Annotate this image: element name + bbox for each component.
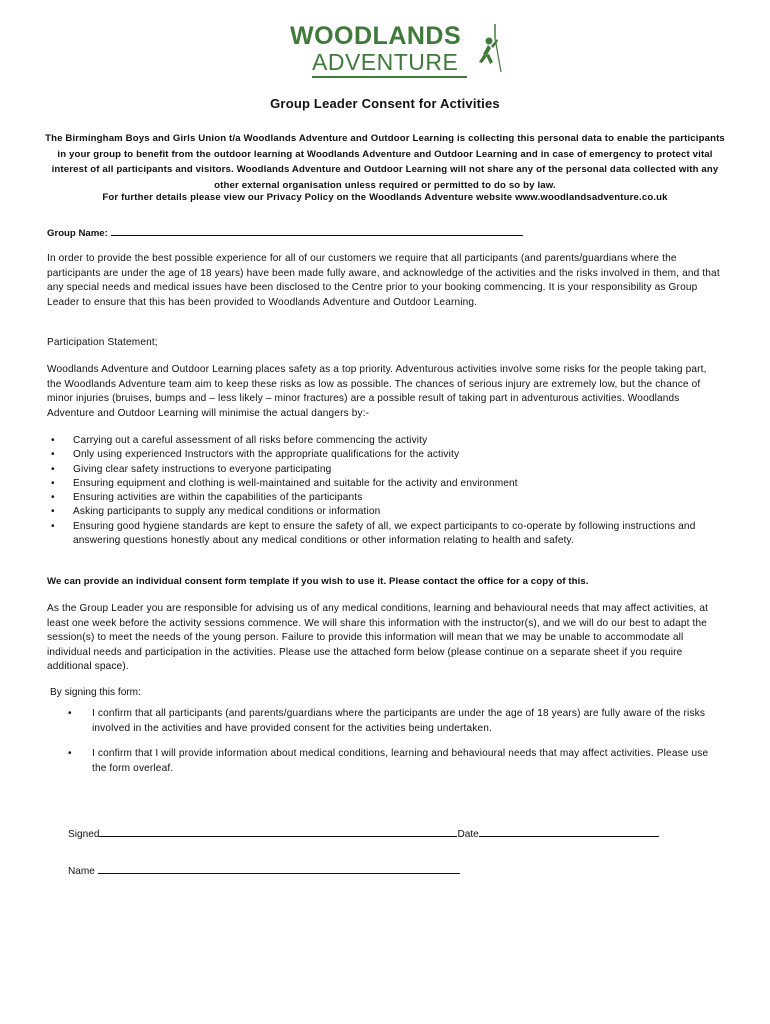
page-title: Group Leader Consent for Activities [270, 96, 500, 111]
logo-underline [312, 76, 467, 78]
signing-intro: By signing this form: [50, 687, 141, 698]
logo-line-1: WOODLANDS [290, 22, 462, 50]
group-name-label: Group Name: [47, 228, 108, 239]
signature-line[interactable] [99, 827, 457, 837]
date-line[interactable] [479, 827, 659, 837]
list-item: • Ensuring equipment and clothing is well-maintained and suitable for the activity and environment [51, 477, 518, 489]
confirmation-item: • I confirm that I will provide information about medical conditions, learning and behavioural needs that may affect activities. Please use the form overleaf. [68, 748, 709, 774]
list-item: • Only using experienced Instructors with the appropriate qualifications for the activity [51, 449, 460, 461]
group-name-line[interactable] [111, 226, 523, 236]
date-label: Date [457, 829, 479, 840]
participation-heading: Participation Statement; [47, 337, 158, 348]
name-line[interactable] [98, 864, 460, 874]
data-protection-intro: The Birmingham Boys and Girls Union t/a Woodlands Adventure and Outdoor Learning is collecting this personal data to enable the participants in your group to benefit from the outdoor learning at Woodlands Adventure and Outdoor Learning and in case of emergency to protect vital interest of all participants and visitors. Woodlands Adventure and Outdoor Learning will not share any of the personal data collected with any other external organisation unless required or permitted to do so by law. [45, 133, 725, 191]
signed-label: Signed [68, 829, 100, 840]
list-item: • Ensuring activities are within the capabilities of the participants [51, 492, 363, 504]
consent-template-note: We can provide an individual consent form template if you wish to use it. Please contact the office for a copy of this. [47, 576, 589, 587]
name-label: Name [68, 866, 95, 877]
confirmation-item: • I confirm that all participants (and parents/guardians where the participants are under the age of 18 years) are fully aware of the risks involved in the activities and have provided consent for the activities being undertaken. [68, 708, 706, 734]
signature-row [68, 827, 659, 840]
climber-icon [475, 24, 503, 74]
privacy-policy-notice: For further details please view our Privacy Policy on the Woodlands Adventure website www.woodlandsadventure.co.uk [102, 192, 668, 203]
logo-line-2: ADVENTURE [312, 49, 459, 75]
list-item: • Carrying out a careful assessment of all risks before commencing the activity [51, 435, 428, 446]
list-item: • Asking participants to supply any medical conditions or information [51, 506, 381, 518]
group-name-field[interactable] [47, 226, 523, 239]
name-row [68, 864, 460, 877]
list-item: • Giving clear safety instructions to everyone participating [51, 463, 332, 475]
list-item: • Ensuring good hygiene standards are kept to ensure the safety of all, we expect participants to co-operate by following instructions and answering questions honestly about any medical conditions or other information relating to health and safety. [51, 520, 696, 547]
woodlands-adventure-logo [290, 22, 505, 80]
group-leader-responsibility: As the Group Leader you are responsible for advising us of any medical conditions, learning and behavioural needs that may affect activities, at least one week before the activity sessions commence. We will share this information with the instructor(s), and we will do our best to adapt the session(s) to meet the needs of the young person. Failure to provide this information will mean that we may be unable to accommodate all individual needs and participation in the activities. Please use the attached form below (please continue on a separate sheet if you require additional space). [47, 603, 709, 672]
requirements-paragraph: In order to provide the best possible experience for all of our customers we require that all participants (and parents/guardians where the participants are under the age of 18 years) have been made fully aware, and acknowledge of the activities and the risks involved in them, and that any special needs and medical issues have been disclosed to the Centre prior to your booking commencing. It is your responsibility as Group Leader to ensure that this has been provided to Woodlands Adventure and Outdoor Learning. [47, 253, 720, 308]
participation-statement: Woodlands Adventure and Outdoor Learning places safety as a top priority. Adventurous activities involve some risks for the people taking part, the Woodlands Adventure team aim to keep these risks as low as possible. The chances of serious injury are extremely low, but the chance of minor injuries (bruises, bumps and – less likely – minor fractures) are a possible result of taking part in adventurous activities. Woodlands Adventure and Outdoor Learning will minimise the actual dangers by:- [47, 364, 707, 419]
safety-measures-list [47, 434, 723, 548]
